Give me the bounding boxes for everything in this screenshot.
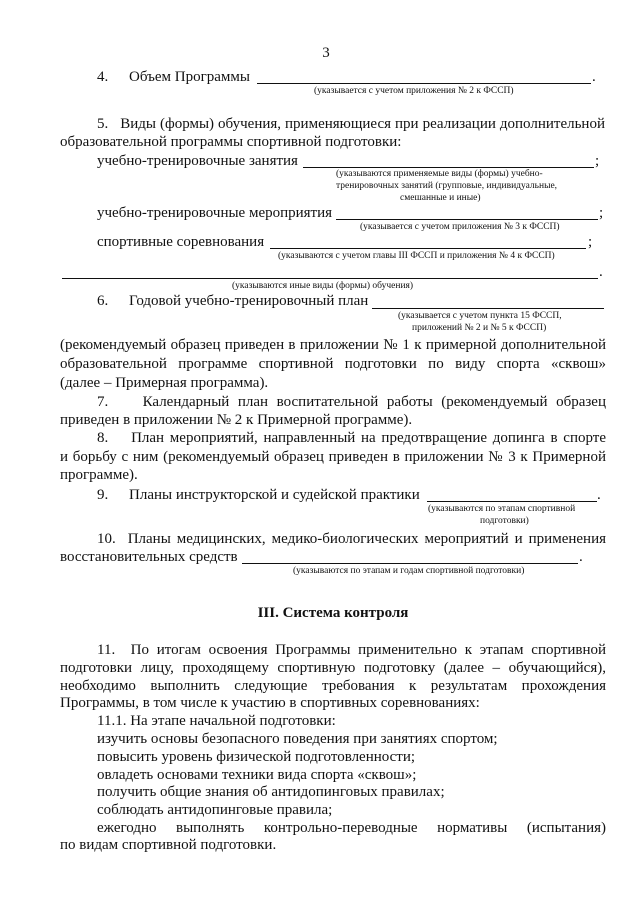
item-5-c-label: спортивные соревнования [97,234,265,250]
requirement-4: получить общие знания об антидопинговых правилах; [97,784,445,800]
item-4-label: Объем Программы [129,69,250,85]
item-6-note-1: (указывается с учетом пункта 15 ФССП, [398,311,562,321]
section-p11-line-1: 11. По итогам освоения Программы применительно к этапам спортивной [97,642,606,658]
item-5-line-2: образовательной программы спортивной подготовки: [60,134,402,150]
item-5-a-note-1: (указываются применяемые виды (формы) учебно- [336,169,543,179]
item-6-line-1: (рекомендуемый образец приведен в приложении № 1 к примерной дополнительной [60,337,606,353]
item-6-line-3: (далее – Примерная программа). [60,375,269,391]
item-5-b-label: учебно-тренировочные мероприятия [97,205,333,221]
section-p11-line-3: необходимо выполнить следующие требования к результатам прохождения [60,678,606,694]
requirement-2: повысить уровень физической подготовленности; [97,749,416,765]
item-4-note: (указывается с учетом приложения № 2 к ФССП) [314,86,514,96]
item-8-line-1: 8. План мероприятий, направленный на предотвращение допинга в спорте [97,430,606,446]
item-9-note-2: подготовки) [480,516,529,526]
item-5-c-note: (указываются с учетом главы III ФССП и приложения № 4 к ФССП) [278,251,555,261]
section-title: III. Система контроля [257,605,409,621]
item-5-a-blank-line [303,167,594,168]
item-8-line-3: программе). [60,467,138,483]
requirement-1: изучить основы безопасного поведения при занятиях спортом; [97,731,498,747]
item-5-line-1: 5. Виды (формы) обучения, применяющиеся при реализации дополнительной [97,116,605,132]
requirement-6-line-1: ежегодно выполнять контрольно-переводные нормативы (испытания) [97,820,606,836]
requirement-6-line-2: по видам спортивной подготовки. [60,837,277,853]
item-4-blank-line [257,83,591,84]
item-5-b-note: (указывается с учетом приложения № 3 к ФССП) [360,222,560,232]
item-9-number: 9. [97,487,109,503]
item-10-blank-line [242,563,578,564]
page-number: 3 [322,45,330,61]
item-5-a-label: учебно-тренировочные занятия [97,153,298,169]
item-5-c-blank-line [270,248,586,249]
item-5-c-end: ; [588,234,593,250]
item-5-a-note-2: тренировочных занятий (групповые, индивидуальные, [336,181,558,191]
item-10-note: (указываются по этапам и годам спортивной подготовки) [293,566,525,576]
item-5-a-end: ; [595,153,600,169]
item-9-note-1: (указываются по этапам спортивной [428,504,576,514]
section-p11-line-2: подготовки лицу, проходящему спортивную подготовку (далее – обучающийся), [60,660,606,676]
item-10-line-1: 10. Планы медицинских, медико-биологических мероприятий и применения [97,531,606,547]
item-7-line-1: 7. Календарный план воспитательной работы (рекомендуемый образец [97,394,606,410]
item-10-end: . [579,549,583,565]
item-6-line-2: образовательной программе спортивной подготовки по виду спорта «сквош» [60,356,606,372]
section-p11-line-4: Программы, в том числе к участию в спортивных соревнованиях: [60,695,480,711]
item-4-number: 4. [97,69,109,85]
requirement-5: соблюдать антидопинговые правила; [97,802,333,818]
item-4-end: . [592,69,596,85]
item-10-label: восстановительных средств [60,549,238,565]
item-6-number: 6. [97,293,109,309]
requirement-3: овладеть основами техники вида спорта «сквош»; [97,767,417,783]
section-p111: 11.1. На этапе начальной подготовки: [97,713,336,729]
item-5-b-end: ; [599,205,604,221]
item-5-d-blank-line [62,278,598,279]
item-9-label: Планы инструкторской и судейской практики [129,487,420,503]
item-5-b-blank-line [336,219,598,220]
item-9-blank-line [427,501,597,502]
item-8-line-2: и борьбу с ним (рекомендуемый образец приведен в приложении № 3 к Примерной [60,449,606,465]
item-5-d-note: (указываются иные виды (формы) обучения) [232,281,414,291]
item-9-end: . [597,487,601,503]
item-6-blank-line [372,308,604,309]
item-7-line-2: приведен в приложении № 2 к Примерной программе). [60,412,413,428]
item-6-label: Годовой учебно-тренировочный план [129,293,369,309]
item-5-d-end: . [599,264,603,280]
item-6-note-2: приложений № 2 и № 5 к ФССП) [412,323,547,333]
item-5-a-note-3: смешанные и иные) [400,193,481,203]
